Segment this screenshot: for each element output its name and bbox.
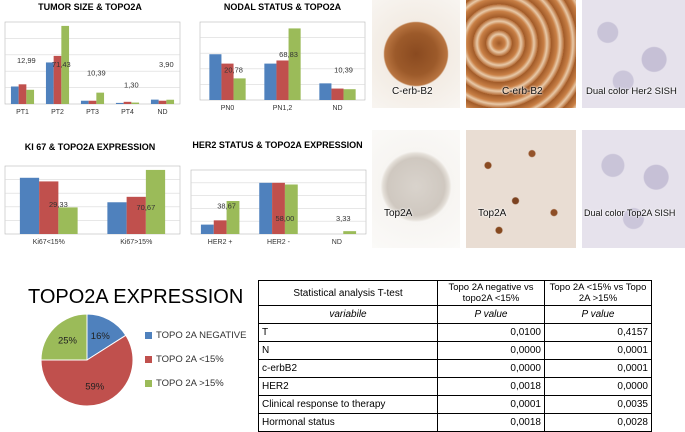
data-label: 12,99	[16, 56, 36, 65]
cell-value: 0,4157	[545, 324, 652, 342]
bar	[209, 54, 221, 100]
x-tick-label: PT3	[86, 109, 99, 116]
data-label: 10,39	[86, 68, 106, 78]
bar	[201, 225, 214, 234]
bar	[259, 183, 272, 234]
her2-sish-image	[582, 0, 685, 108]
bar	[58, 207, 77, 234]
x-tick-label: ND	[157, 109, 168, 116]
bar	[151, 100, 159, 104]
data-label: 71,43	[51, 60, 71, 70]
bar	[19, 84, 27, 104]
data-label: 29,33	[48, 199, 68, 209]
x-tick-label: Ki67<15%	[32, 239, 65, 246]
pvalue-header: P value	[438, 306, 545, 324]
data-label: 1,30	[124, 80, 139, 90]
legend-label: TOPO 2A NEGATIVE	[156, 330, 247, 341]
table-row	[259, 360, 652, 378]
bar	[343, 231, 356, 234]
bar	[107, 202, 126, 234]
x-tick-label: ND	[332, 105, 343, 112]
data-label: 3,90	[159, 60, 174, 70]
data-label: 68,83	[279, 50, 298, 60]
bar	[234, 78, 246, 100]
image-label: Top2A	[478, 208, 507, 219]
statistics-table	[258, 280, 652, 432]
legend-label: TOPO 2A >15%	[156, 378, 224, 389]
x-tick-label: Ki67>15%	[120, 239, 153, 246]
cell-value: 0,0035	[545, 396, 652, 414]
table-title: Statistical analysis T-test	[259, 281, 438, 306]
legend-item	[145, 354, 246, 365]
cell-value: 0,0001	[545, 342, 652, 360]
top2a-sish-image	[582, 130, 685, 248]
bar	[11, 87, 19, 104]
her2-chart	[186, 166, 368, 250]
row-label: Clinical response to therapy	[259, 396, 438, 414]
bar	[214, 220, 227, 234]
legend-item	[145, 378, 246, 389]
cell-value: 0,0000	[438, 360, 545, 378]
row-label: N	[259, 342, 438, 360]
bar	[166, 100, 174, 104]
bar	[331, 89, 343, 100]
table-row	[259, 378, 652, 396]
slice-label: 16%	[90, 330, 110, 342]
bar	[146, 170, 165, 234]
cell-value: 0,0018	[438, 414, 545, 432]
slice-label: 59%	[85, 381, 105, 393]
bar	[96, 93, 104, 104]
bar	[81, 101, 89, 104]
table-header-row	[259, 281, 652, 306]
data-label: 20,78	[224, 65, 243, 75]
pvalue-header: P value	[545, 306, 652, 324]
bar	[26, 90, 34, 104]
row-label: HER2	[259, 378, 438, 396]
chart-title-her2: HER2 STATUS & TOPO2A EXPRESSION	[192, 140, 363, 150]
bar	[159, 101, 167, 104]
cerbb2-core-image	[372, 0, 460, 108]
cell-value: 0,0028	[545, 414, 652, 432]
table-row	[259, 342, 652, 360]
bar	[285, 185, 298, 234]
cell-value: 0,0100	[438, 324, 545, 342]
chart-title-nodal-status: NODAL STATUS & TOPO2A	[223, 2, 342, 12]
data-label: 58,00	[275, 214, 295, 224]
bar	[319, 83, 331, 100]
legend-swatch	[145, 332, 152, 339]
bar	[264, 64, 276, 100]
nodal-status-chart	[192, 14, 367, 114]
bar	[272, 183, 285, 234]
data-label: 38,67	[217, 201, 236, 211]
legend-label: TOPO 2A <15%	[156, 354, 224, 365]
image-label: C-erb-B2	[502, 86, 543, 97]
table-subheader-row	[259, 306, 652, 324]
bar	[289, 28, 301, 100]
row-label: T	[259, 324, 438, 342]
chart-title-ki67: KI 67 & TOPO2A EXPRESSION	[24, 142, 156, 152]
column-header: Topo 2A <15% vs Topo 2A >15%	[545, 281, 652, 306]
chart-title-tumor-size: TUMOR SIZE & TOPO2A	[38, 2, 142, 12]
bar	[116, 103, 124, 104]
x-tick-label: HER2 -	[267, 239, 290, 246]
cell-value: 0,0000	[438, 342, 545, 360]
pie-legend	[145, 330, 246, 389]
x-tick-label: PT1	[16, 109, 29, 116]
table-row	[259, 414, 652, 432]
topo2a-pie-chart	[32, 310, 142, 410]
bar	[20, 178, 39, 234]
bar	[89, 101, 97, 104]
legend-item	[145, 330, 246, 341]
pie-title: TOPO2A EXPRESSION	[28, 286, 244, 308]
data-label: 3,33	[335, 214, 351, 224]
cell-value: 0,0001	[545, 360, 652, 378]
data-label: 70,67	[136, 203, 156, 213]
tumor-size-chart	[0, 14, 182, 124]
top2a-detail-image	[466, 130, 576, 248]
row-label: Hormonal status	[259, 414, 438, 432]
x-tick-label: ND	[331, 239, 342, 246]
table-row	[259, 324, 652, 342]
legend-swatch	[145, 380, 152, 387]
row-label: c-erbB2	[259, 360, 438, 378]
bar	[131, 103, 139, 104]
table-row	[259, 396, 652, 414]
cell-value: 0,0000	[545, 378, 652, 396]
x-tick-label: PN1,2	[272, 105, 293, 112]
image-label: Top2A	[384, 208, 413, 219]
variable-header: variabile	[259, 306, 438, 324]
legend-swatch	[145, 356, 152, 363]
top2a-core-image	[372, 130, 460, 248]
bar	[344, 89, 356, 100]
image-label: Dual color Her2 SISH	[586, 86, 677, 97]
column-header: Topo 2A negative vs topo2A <15%	[438, 281, 545, 306]
ki67-chart	[0, 160, 182, 250]
x-tick-label: PT4	[121, 109, 134, 116]
image-label: C-erb-B2	[392, 86, 433, 97]
x-tick-label: PN0	[220, 105, 235, 112]
slice-label: 25%	[57, 335, 77, 347]
bar	[124, 102, 132, 104]
cerbb2-detail-image	[466, 0, 576, 108]
cell-value: 0,0018	[438, 378, 545, 396]
bar	[276, 60, 288, 100]
data-label: 10,39	[334, 65, 353, 75]
cell-value: 0,0001	[438, 396, 545, 414]
image-label: Dual color Top2A SISH	[584, 208, 676, 218]
x-tick-label: PT2	[51, 109, 64, 116]
x-tick-label: HER2 +	[207, 239, 233, 246]
